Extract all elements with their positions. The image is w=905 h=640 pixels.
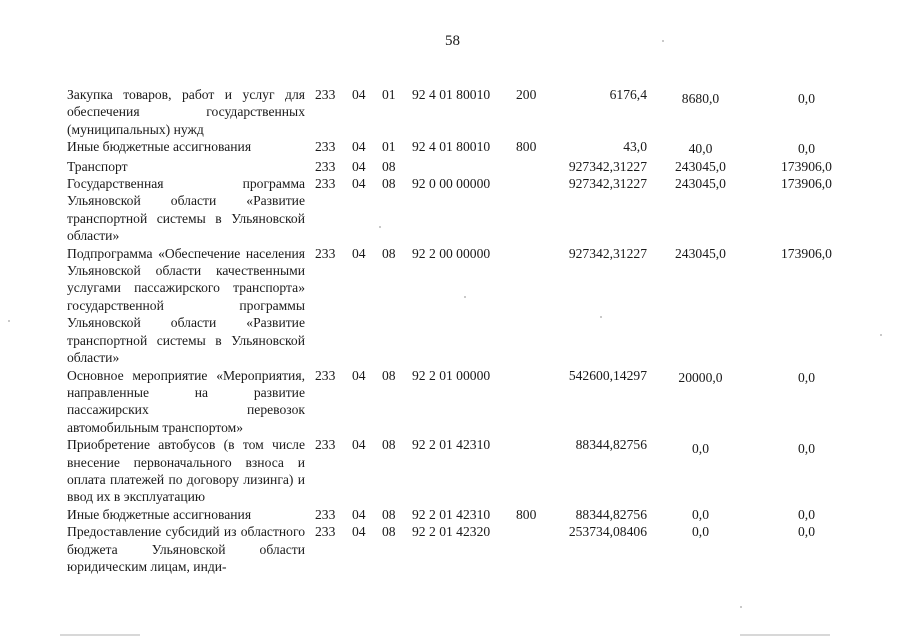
cell-s1: 88344,82756 [575, 506, 647, 522]
cell-s1: 43,0 [623, 139, 647, 155]
table-row [67, 367, 859, 437]
cell-pr: 08 [382, 176, 396, 192]
cell-rz: 04 [352, 524, 366, 540]
cell-s3: 0,0 [798, 369, 815, 385]
cell-rz: 04 [352, 245, 366, 261]
cell-name: Иные бюджетные ассигнования [67, 506, 252, 522]
scan-speck [740, 606, 742, 608]
cell-s1: 927342,31227 [568, 158, 647, 174]
scan-speck [8, 320, 10, 322]
cell-vr: 200 [516, 87, 537, 102]
cell-csr: 92 4 01 80010 [412, 87, 491, 102]
scan-speck [600, 316, 602, 318]
cell-name: Закупка товаров, работ и услуг для обеспечения государственных (муниципальных) нужд [67, 87, 305, 137]
scan-edge-noise [740, 634, 830, 636]
cell-ved: 233 [315, 245, 336, 261]
cell-vr: 800 [516, 139, 537, 155]
cell-ved: 233 [315, 437, 336, 453]
table-row [67, 436, 859, 506]
cell-pr: 01 [382, 87, 396, 102]
cell-csr: 92 2 00 00000 [412, 245, 491, 261]
cell-ved: 233 [315, 158, 336, 174]
cell-s2: 40,0 [688, 141, 713, 157]
scan-speck [379, 226, 381, 228]
cell-csr: 92 2 01 42310 [412, 506, 491, 522]
cell-name: Приобретение автобусов (в том числе внесение первоначального взноса и оплата платежей по договору лизинга) и ввод их в эксплуатацию [67, 437, 305, 505]
scan-speck [662, 40, 664, 42]
cell-s3: 0,0 [798, 524, 815, 540]
cell-vr [516, 158, 544, 175]
cell-name: Предоставление субсидий из областного бюджета Ульяновской области юридическим лицам, инди- [67, 524, 305, 574]
cell-s1: 253734,08406 [568, 524, 647, 540]
budget-table [67, 86, 859, 575]
cell-s1: 542600,14297 [568, 367, 647, 383]
cell-rz: 04 [352, 367, 366, 383]
cell-csr: 92 2 01 42310 [412, 437, 491, 453]
cell-s1: 88344,82756 [575, 437, 647, 453]
table-row [67, 158, 859, 175]
cell-vr [516, 436, 544, 506]
cell-vr [516, 367, 544, 437]
cell-pr: 01 [382, 139, 396, 155]
cell-rz: 04 [352, 437, 366, 453]
cell-pr: 08 [382, 506, 396, 522]
cell-ved: 233 [315, 524, 336, 540]
cell-name: Транспорт [67, 158, 128, 174]
cell-s2: 0,0 [692, 506, 709, 522]
cell-s3: 173906,0 [781, 176, 832, 192]
cell-s2: 0,0 [692, 524, 709, 540]
cell-ved: 233 [315, 176, 336, 192]
cell-pr: 08 [382, 437, 396, 453]
cell-ved: 233 [315, 367, 336, 383]
scan-speck [464, 296, 466, 298]
cell-name: Подпрограмма «Обеспечение населения Ульяновской области качественными услугами пассажирского транспорта» государственной программы Ульяновской области «Развитие транспортной системы в Ульяновской области» [67, 245, 305, 366]
cell-pr: 08 [382, 158, 396, 174]
cell-name: Иные бюджетные ассигнования [67, 139, 252, 155]
cell-name: Основное мероприятие «Мероприятия, направленные на развитие пассажирских перевозок автомобильным транспортом» [67, 367, 305, 435]
table-row [67, 138, 859, 157]
cell-pr: 08 [382, 524, 396, 540]
table-row [67, 86, 859, 138]
cell-ved: 233 [315, 506, 336, 522]
cell-s2: 243045,0 [675, 176, 726, 192]
page-number: 58 [445, 33, 460, 49]
cell-csr: 92 2 01 00000 [412, 367, 491, 383]
cell-vr [516, 175, 544, 245]
cell-ved: 233 [315, 87, 336, 102]
cell-vr [516, 523, 544, 575]
cell-s2: 243045,0 [675, 245, 726, 261]
cell-s3: 0,0 [798, 441, 815, 457]
cell-ved: 233 [315, 139, 336, 155]
cell-csr [412, 158, 516, 175]
cell-name: Государственная программа Ульяновской области «Развитие транспортной системы в Ульяновской области» [67, 176, 305, 244]
cell-csr: 92 2 01 42320 [412, 524, 491, 540]
cell-csr: 92 0 00 00000 [412, 176, 491, 192]
cell-s3: 173906,0 [781, 245, 832, 261]
cell-s1: 927342,31227 [568, 176, 647, 192]
cell-rz: 04 [352, 506, 366, 522]
cell-pr: 08 [382, 367, 396, 383]
cell-rz: 04 [352, 139, 366, 155]
table-row [67, 175, 859, 245]
cell-s2: 243045,0 [675, 158, 726, 174]
cell-pr: 08 [382, 245, 396, 261]
cell-s1: 6176,4 [609, 87, 647, 102]
cell-s3: 0,0 [798, 91, 815, 106]
cell-s3: 0,0 [798, 141, 815, 157]
table-row [67, 523, 859, 575]
scan-speck [880, 334, 882, 336]
cell-rz: 04 [352, 87, 366, 102]
cell-s3: 173906,0 [781, 158, 832, 174]
cell-vr [516, 245, 544, 367]
cell-s2: 8680,0 [681, 91, 720, 106]
cell-rz: 04 [352, 158, 366, 174]
table-row [67, 506, 859, 523]
table-row [67, 245, 859, 367]
cell-csr: 92 4 01 80010 [412, 139, 491, 155]
cell-s2: 20000,0 [678, 369, 723, 385]
cell-s2: 0,0 [692, 441, 709, 457]
scan-edge-noise [60, 634, 140, 636]
cell-rz: 04 [352, 176, 366, 192]
cell-s1: 927342,31227 [568, 245, 647, 261]
cell-s3: 0,0 [798, 506, 815, 522]
cell-vr: 800 [516, 506, 537, 522]
